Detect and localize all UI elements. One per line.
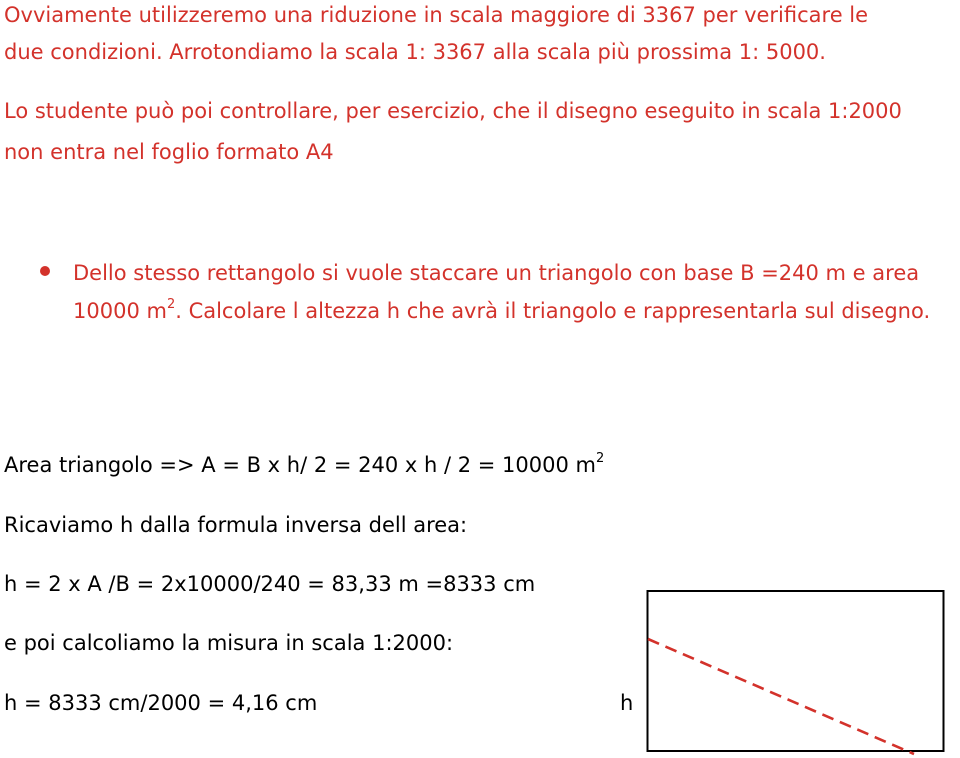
bullet-text [73,254,953,330]
intro-line-1: Ovviamente utilizzeremo una riduzione in scala maggiore di 3367 per verificare le [4,3,869,27]
bullet-superscript: 2 [166,297,176,312]
scale-intro-line: e poi calcoliamo la misura in scala 1:2000: [4,631,454,655]
rectangle-diagram [640,584,940,758]
intro-line-2: due condizioni. Arrotondiamo la scala 1: 3367 alla scala più prossima 1: 5000. [4,40,826,64]
bullet-dot-icon [40,266,50,276]
triangle-diagonal-dashed [648,639,914,754]
inverse-formula-line: Ricaviamo h dalla formula inversa dell area: [4,513,468,537]
rectangle-outline [648,591,944,751]
area-formula-superscript: 2 [596,451,605,466]
bullet-text-part-2: . Calcolare l altezza h che avrà il triangolo e rappresentarla sul disegno. [175,299,931,323]
area-formula [4,447,604,484]
bullet-text-part-1: Dello stesso rettangolo si vuole staccare un triangolo con base B =240 m e area 10000 m [73,261,920,323]
height-label: h [620,691,634,715]
check-line-2: non entra nel foglio formato A4 [4,140,334,164]
area-formula-text: Area triangolo => A = B x h/ 2 = 240 x h / 2 = 10000 m [4,453,596,477]
h-calculation-line: h = 2 x A /B = 2x10000/240 = 83,33 m =8333 cm [4,572,536,596]
h-scaled-line: h = 8333 cm/2000 = 4,16 cm [4,691,318,715]
check-line-1: Lo studente può poi controllare, per esercizio, che il disegno eseguito in scala 1:2000 [4,99,902,123]
